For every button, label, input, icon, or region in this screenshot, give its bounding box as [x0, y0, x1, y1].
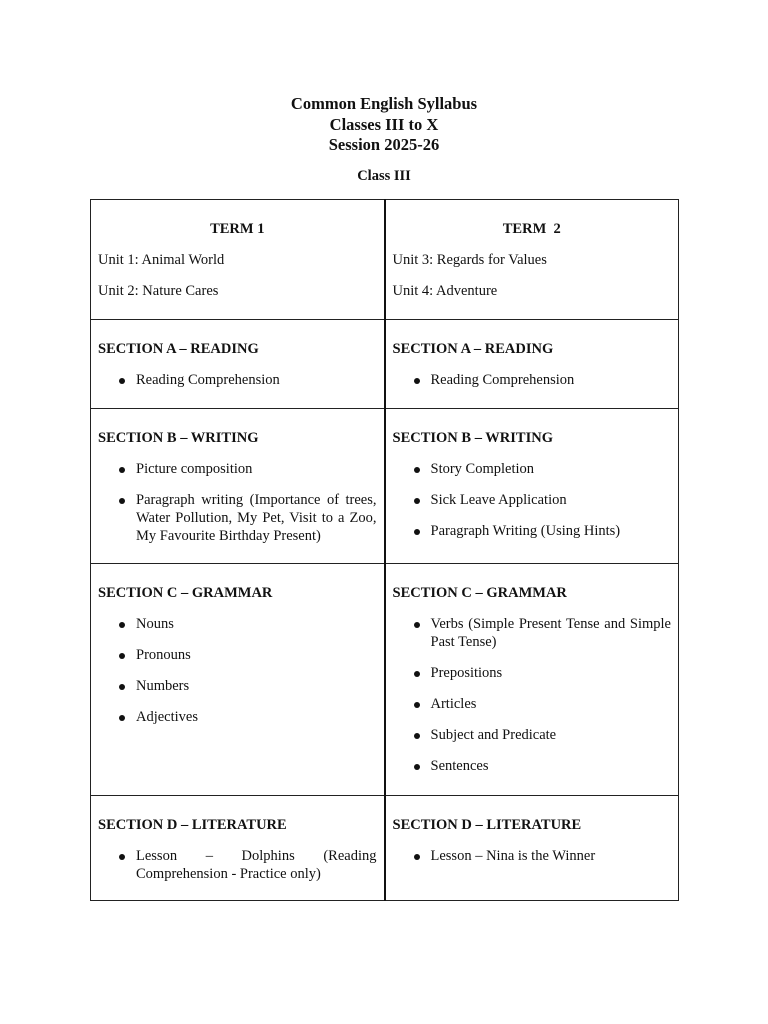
- classes-range: Classes III to X: [329, 114, 439, 134]
- list-item: [393, 522, 672, 540]
- list-item: [98, 646, 377, 664]
- table-row-section-b: [91, 409, 679, 564]
- document-header: [0, 94, 768, 185]
- list-item-text: Reading Comprehension: [430, 372, 575, 388]
- section-b-list: [393, 460, 672, 540]
- term-2-heading: TERM 2: [502, 221, 561, 237]
- list-item-text: Sick Leave Application: [430, 492, 567, 508]
- term-1-unit-1: Unit 1: Animal World: [98, 252, 225, 268]
- list-item-text: Paragraph writing (Importance of trees, Water Pollution, My Pet, Visit to a Zoo, My Favourite Birthday Present): [136, 492, 377, 544]
- list-item: [393, 460, 672, 478]
- section-c-list: [393, 615, 672, 775]
- term-2-section-a-cell: [385, 320, 679, 409]
- bullet-icon: [119, 467, 125, 473]
- section-d-list: [98, 847, 377, 883]
- section-c-list: [98, 615, 377, 726]
- term-1-cell: [91, 200, 385, 320]
- list-item: [393, 757, 672, 775]
- bullet-icon: [414, 702, 420, 708]
- list-item-text: Sentences: [430, 758, 489, 774]
- list-item-text: Adjectives: [136, 709, 199, 725]
- session-label: Session 2025-26: [328, 135, 440, 154]
- term-2-unit-3: Unit 3: Regards for Values: [392, 252, 547, 268]
- section-c-heading: SECTION C – GRAMMAR: [98, 585, 273, 601]
- list-item: [393, 491, 672, 509]
- bullet-icon: [119, 715, 125, 721]
- list-item: [98, 677, 377, 695]
- syllabus-table: [90, 199, 679, 901]
- section-b-heading: SECTION B – WRITING: [392, 430, 553, 446]
- list-item-text: Paragraph Writing (Using Hints): [430, 523, 621, 539]
- list-item: [98, 847, 377, 883]
- list-item-text: Nouns: [136, 616, 174, 632]
- term-2-section-b-cell: [385, 409, 679, 564]
- list-item-text: Picture composition: [136, 461, 253, 477]
- list-item-text: Subject and Predicate: [430, 727, 557, 743]
- bullet-icon: [119, 378, 125, 384]
- bullet-icon: [414, 854, 420, 860]
- table-row-section-a: [91, 320, 679, 409]
- list-item: [393, 847, 672, 865]
- term-1-heading: TERM 1: [210, 221, 265, 237]
- section-a-heading: SECTION A – READING: [98, 341, 259, 357]
- bullet-icon: [414, 733, 420, 739]
- term-1-section-a-cell: [91, 320, 385, 409]
- table-row-terms: [91, 200, 679, 320]
- section-b-list: [98, 460, 377, 545]
- bullet-icon: [414, 764, 420, 770]
- section-d-heading: SECTION D – LITERATURE: [98, 817, 287, 833]
- list-item: [98, 708, 377, 726]
- list-item-text: Pronouns: [136, 647, 191, 663]
- table-row-section-d: [91, 796, 679, 901]
- term-2-unit-4: Unit 4: Adventure: [392, 283, 498, 299]
- list-item: [98, 371, 377, 389]
- class-label: Class III: [357, 167, 411, 184]
- bullet-icon: [119, 854, 125, 860]
- list-item-text: Lesson – Nina is the Winner: [430, 848, 596, 864]
- table-row-section-c: [91, 564, 679, 796]
- list-item: [393, 726, 672, 744]
- list-item-text: Verbs (Simple Present Tense and Simple Past Tense): [430, 616, 671, 650]
- section-a-heading: SECTION A – READING: [392, 341, 554, 357]
- list-item: [393, 695, 672, 713]
- section-b-heading: SECTION B – WRITING: [98, 430, 259, 446]
- term-1-section-b-cell: [91, 409, 385, 564]
- list-item: [393, 371, 672, 389]
- term-1-section-d-cell: [91, 796, 385, 901]
- bullet-icon: [119, 498, 125, 504]
- list-item: [393, 615, 672, 651]
- bullet-icon: [414, 467, 420, 473]
- section-d-heading: SECTION D – LITERATURE: [392, 817, 582, 833]
- document-title: Common English Syllabus: [290, 94, 478, 113]
- bullet-icon: [414, 671, 420, 677]
- list-item-text: Lesson – Dolphins (Reading Comprehension - Practice only): [136, 848, 377, 882]
- term-1-unit-2: Unit 2: Nature Cares: [98, 283, 219, 299]
- term-2-section-c-cell: [385, 564, 679, 796]
- list-item-text: Numbers: [136, 678, 190, 694]
- list-item-text: Articles: [430, 696, 477, 712]
- section-c-heading: SECTION C – GRAMMAR: [392, 585, 567, 601]
- list-item: [98, 460, 377, 478]
- list-item: [98, 615, 377, 633]
- bullet-icon: [414, 622, 420, 628]
- section-d-list: [393, 847, 672, 865]
- list-item-text: Prepositions: [430, 665, 503, 681]
- bullet-icon: [414, 498, 420, 504]
- list-item-text: Reading Comprehension: [136, 372, 280, 388]
- list-item: [393, 664, 672, 682]
- list-item-text: Story Completion: [430, 461, 535, 477]
- section-a-list: [98, 371, 377, 389]
- bullet-icon: [414, 378, 420, 384]
- bullet-icon: [119, 684, 125, 690]
- term-2-cell: [385, 200, 679, 320]
- bullet-icon: [119, 622, 125, 628]
- bullet-icon: [119, 653, 125, 659]
- term-2-section-d-cell: [385, 796, 679, 901]
- section-a-list: [393, 371, 672, 389]
- term-1-section-c-cell: [91, 564, 385, 796]
- bullet-icon: [414, 529, 420, 535]
- list-item: [98, 491, 377, 545]
